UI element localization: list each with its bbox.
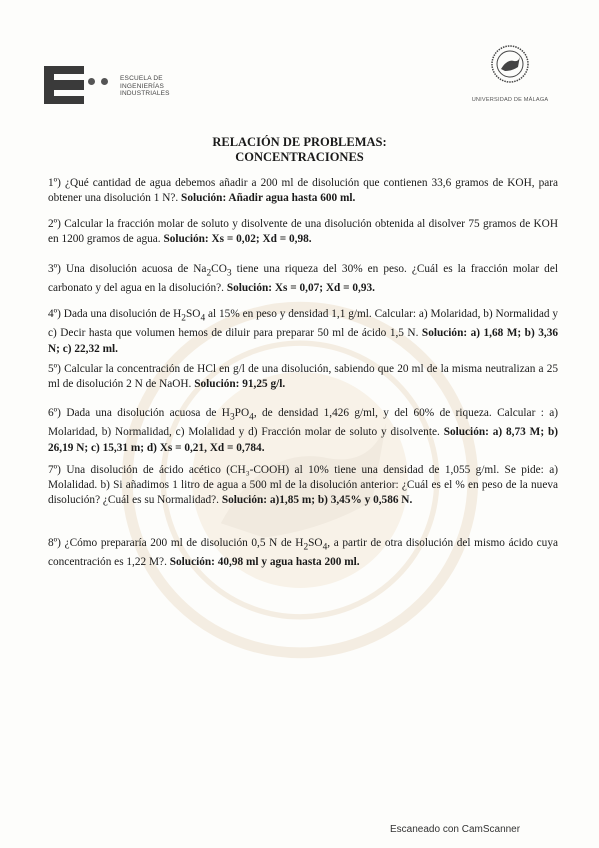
problem-3: 3º) Una disolución acuosa de $Na_2CO_3$ tiene una riqueza del 30% en peso. ¿Cuál es la fracción molar del carbonato y del agua en la disolución?. Solución: Xs = 0,07; Xd = 0,93. [48,263,558,295]
problem-2: 2º) Calcular la fracción molar de soluto y disolvente de una disolución obtenida al disolver 75 gramos de KOH en 1200 gramos de agua. Solución: Xs = 0,02; Xd = 0,98. [48,218,559,246]
problem-8: 8º) ¿Cómo prepararía 200 ml de disolución 0,5 N de $H_2SO_4$, a partir de otra disolución del mismo ácido cuya concentración es 1,22 M?. Solución: 40,98 ml y agua hasta 200 ml. [48,537,558,569]
university-seal-icon [490,44,530,84]
university-name: UNIVERSIDAD DE MÁLAGA [471,97,549,103]
problem-1: 1º) ¿Qué cantidad de agua debemos añadir a 200 ml de disolución que contienen 33,6 gramos de KOH, para obtener una disolución 1 N?. Solución: Añadir agua hasta 600 ml. [48,177,559,205]
problem-5: 5º) Calcular la concentración de HCl en g/l de una disolución, sabiendo que 20 ml de la misma neutralizan a 25 ml de disolución 2 N de NaOH. Solución: 91,25 g/l. [48,363,559,391]
problem-6: 6º) Dada una disolución acuosa de $H_3PO_4$, de densidad 1,426 g/ml, y del 60% de riqueza. Calcular : a) Molaridad, b) Normalidad, c) Molalidad y d) Fracción molar de soluto y disolvente. Solución: a) 8,73 M; b) 26,19 N; c) 15,31 m; d) Xs = 0,21, Xd = 0,784. [48,407,559,454]
title-line-2: CONCENTRACIONES [235,150,364,164]
page-title [0,135,599,165]
problem-7: 7º) Una disolución de ácido acético (CH₃-COOH) al 10% tiene una densidad de 1,055 g/ml. Se pide: a) Molalidad. b) Si añadimos 1 litro de agua a 500 ml de la disolución anterior: ¿Cuál es el % en peso de la nueva disolución? ¿Cuál es su Normalidad?. Solución: a)1,85 m; b) 3,45% y 0,586 N. [48,464,558,507]
university-logo [468,44,552,103]
scanner-footer: Escaneado con CamScanner [390,824,521,835]
logo-e-mark [44,66,84,104]
school-name: ESCUELA DE INGENIERÍAS INDUSTRIALES [120,75,170,98]
problem-4: 4º) Dada una disolución de $H_2SO_4$ al 15% en peso y densidad 1,1 g/ml. Calcular: a) Molaridad, b) Normalidad y c) Decir hasta que volumen hemos de diluir para preparar 50 ml de ácido 1,5 N. Solución: a) 1,68 M; b) 3,36 N; c) 22,32 ml. [48,308,559,355]
title-line-1: RELACIÓN DE PROBLEMAS: [212,135,387,149]
